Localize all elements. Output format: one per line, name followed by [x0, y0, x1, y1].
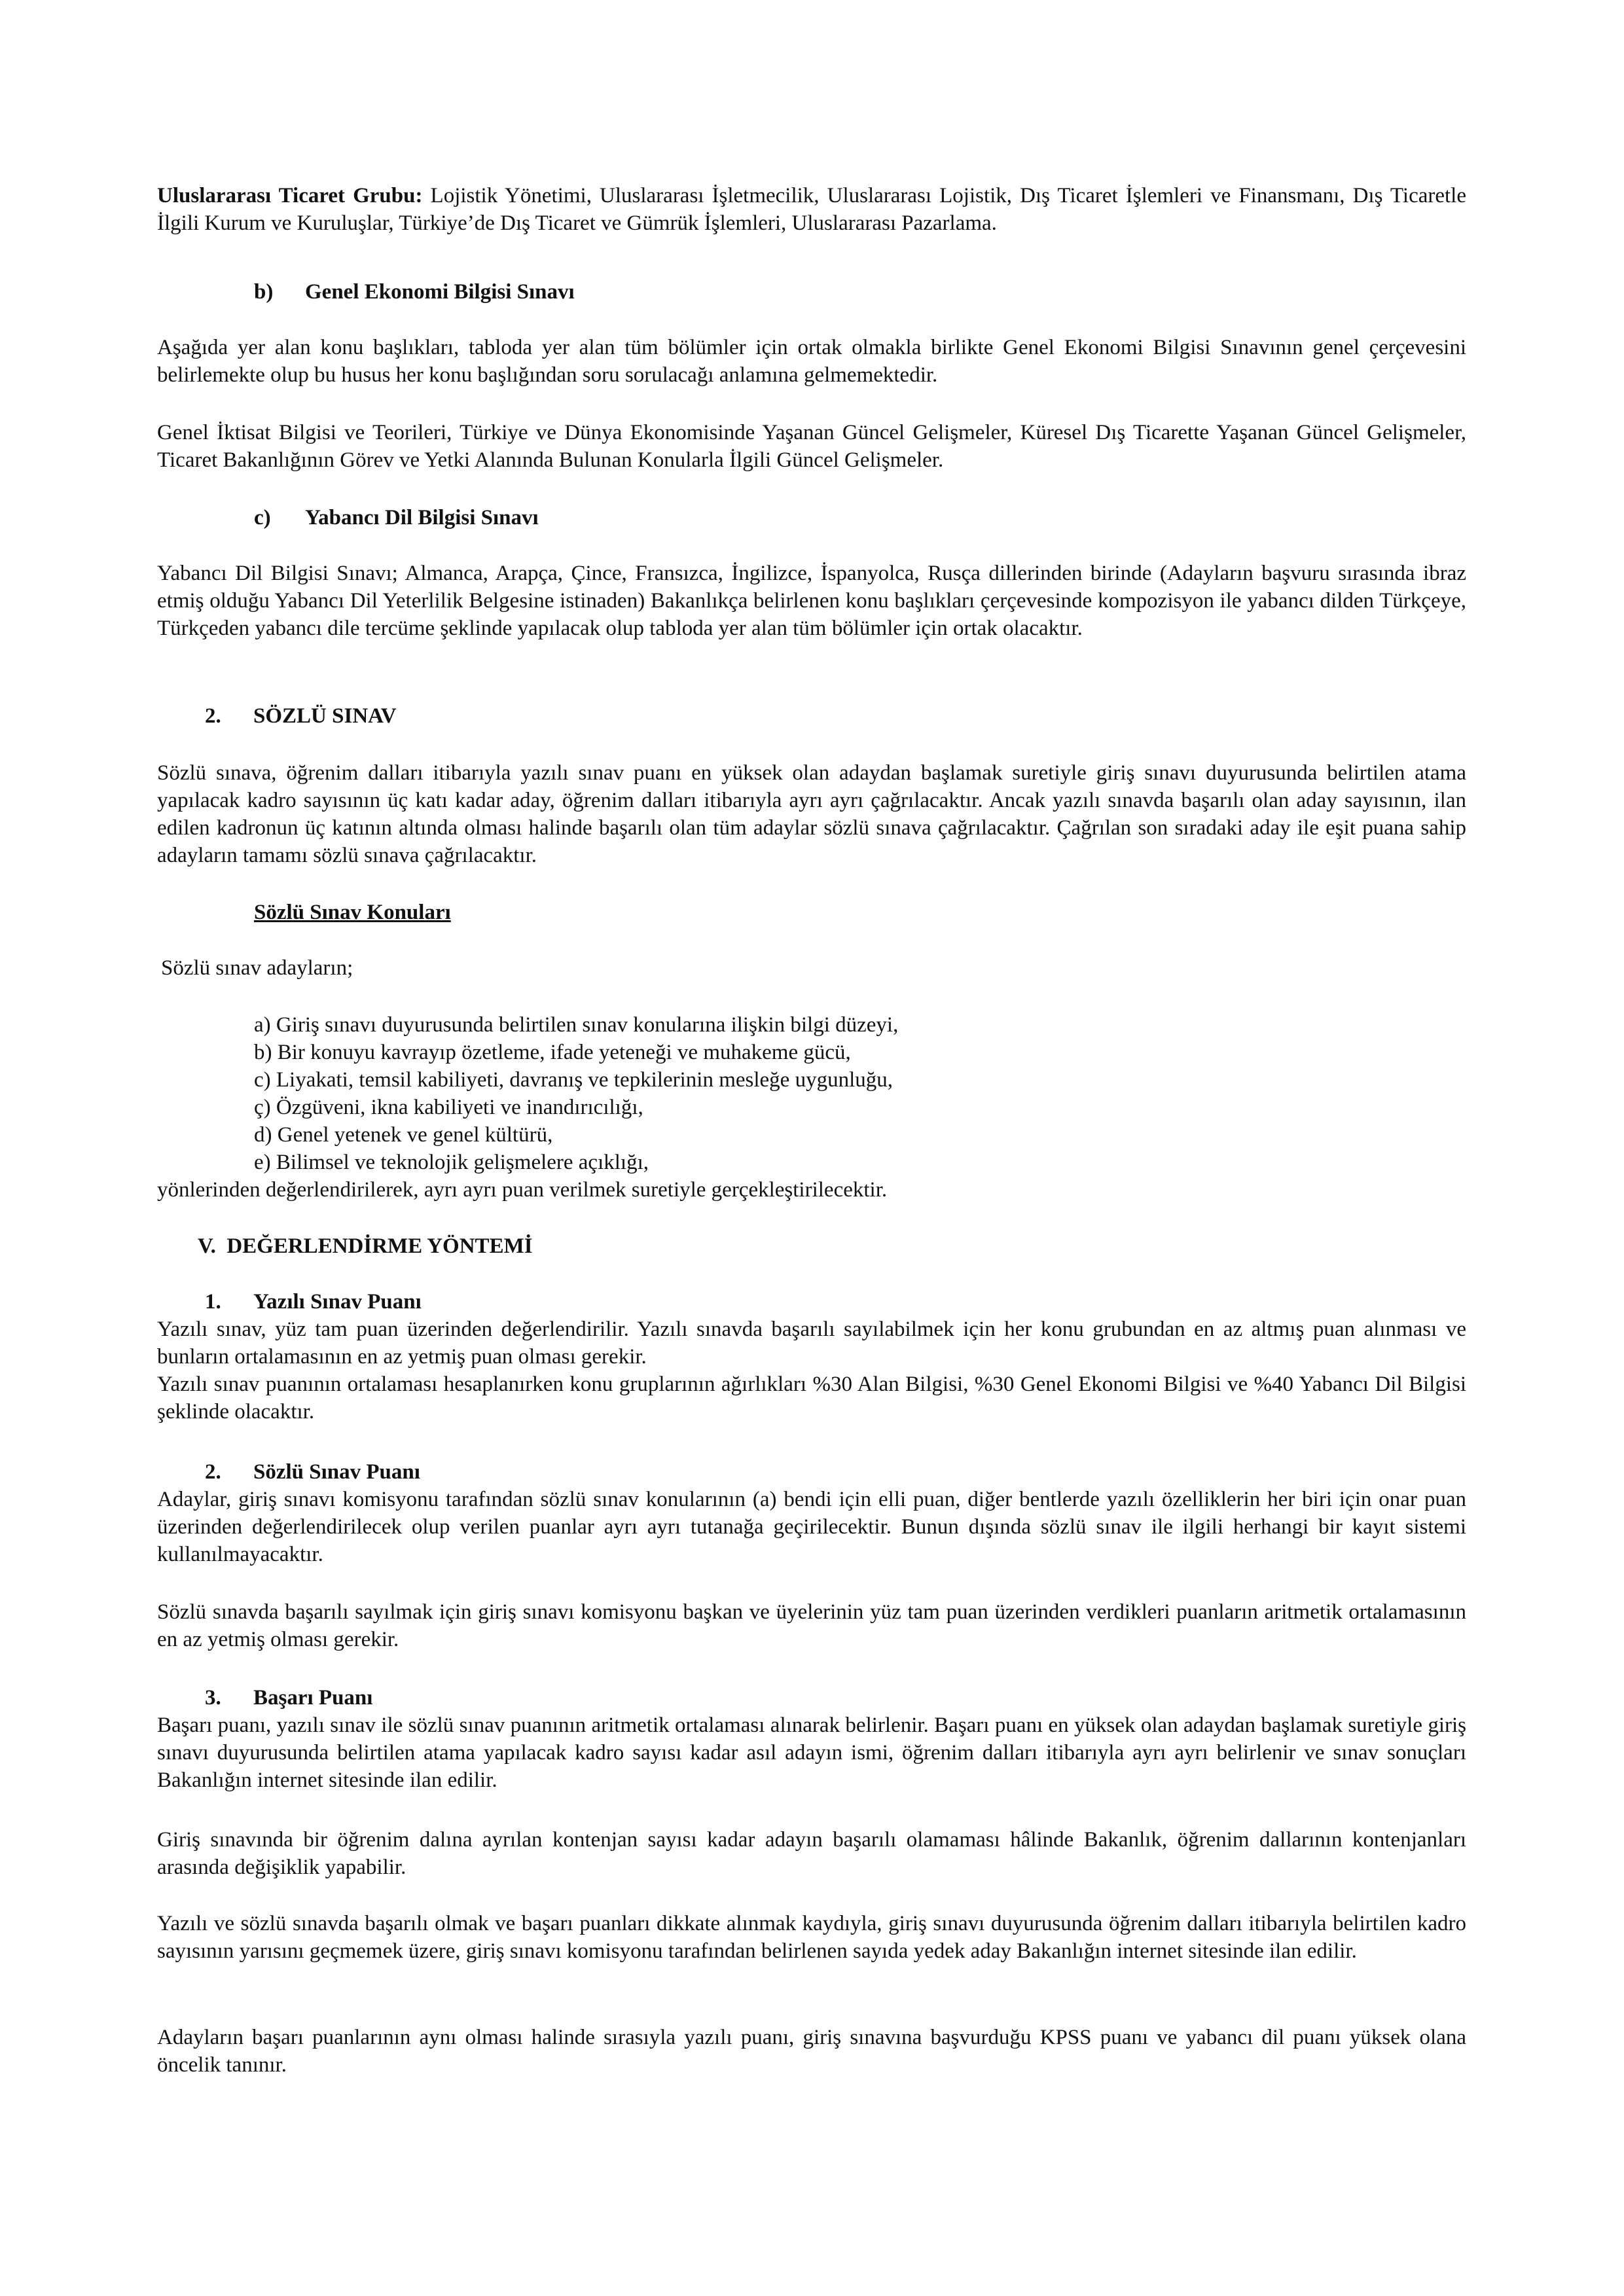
success-score-paragraph-1: Başarı puanı, yazılı sınav ile sözlü sınav puanının aritmetik ortalaması alınarak belirlenir. Başarı puanı en yüksek olan adaydan başlamak suretiyle giriş sınavı duyurusunda belirtilen atama yapılacak kadro sayısı kadar asıl adayın ismi, öğrenim dalları itibarıyla ayrı ayrı belirlenir ve sınav sonuçları Bakanlığın internet sitesinde ilan edilir. [157, 1713, 1466, 1792]
section-c-heading [254, 504, 1432, 531]
list-item: d) Genel yetenek ve genel kültürü, [254, 1123, 553, 1147]
oral-topics-intro: Sözlü sınav adayların; [161, 956, 353, 980]
oral-score-heading [205, 1458, 1383, 1486]
intl-trade-text: Lojistik Yönetimi, Uluslararası İşletmecilik, Uluslararası Lojistik, Dış Ticaret İşlemleri ve Finansmanı, Dış Ticaretle İlgili Kurum ve Kuruluşlar, Türkiye’de Dış Ticaret ve Gümrük İşlemleri, Uluslararası Pazarlama. [157, 184, 1466, 235]
oral-topics-subheading [254, 899, 1432, 926]
oral-score-title: Sözlü Sınav Puanı [253, 1460, 420, 1484]
section-c-title: Yabancı Dil Bilgisi Sınavı [305, 506, 539, 529]
intl-trade-paragraph [157, 182, 1466, 237]
oral-topics-list [254, 1011, 1432, 1176]
oral-score-number: 2. [205, 1460, 221, 1484]
success-score-paragraph-2: Giriş sınavında bir öğrenim dalına ayrılan kontenjan sayısı kadar adayın başarılı olamaması hâlinde Bakanlık, öğrenim dallarının kontenjanları arasında değişiklik yapabilir. [157, 1828, 1466, 1879]
written-score-paragraph-2: Yazılı sınav puanının ortalaması hesaplanırken konu gruplarının ağırlıkları %30 Alan Bilgisi, %30 Genel Ekonomi Bilgisi ve %40 Yabancı Dil Bilgisi şeklinde olacaktır. [157, 1372, 1466, 1424]
section-2-heading [205, 702, 1383, 730]
section-c-paragraph-1: Yabancı Dil Bilgisi Sınavı; Almanca, Arapça, Çince, Fransızca, İngilizce, İspanyolca, Rusça dillerinden birinde (Adayların başvuru sırasında ibraz etmiş olduğu Yabancı Dil Yeterlilik Belgesine istinaden) Bakanlıkça belirlenen konu başlıkları çerçevesinde kompozisyon ile yabancı dilden Türkçeye, Türkçeden yabancı dile tercüme şeklinde yapılacak olup tabloda yer alan tüm bölümler için ortak olacaktır. [157, 562, 1466, 640]
list-item: ç) Özgüveni, ikna kabiliyeti ve inandırıcılığı, [254, 1096, 643, 1119]
oral-score-paragraph-1: Adaylar, giriş sınavı komisyonu tarafından sözlü sınav konularının (a) bendi için elli puan, diğer bentlerde yazılı özelliklerin her biri için onar puan üzerinden değerlendirilecek olup verilen puanlar ayrı ayrı tutanağa geçirilecektir. Bunun dışında sözlü sınav ile ilgili herhangi bir kayıt sistemi kullanılmayacaktır. [157, 1488, 1466, 1566]
oral-topics-title: Sözlü Sınav Konuları [254, 901, 451, 924]
section-2-title: SÖZLÜ SINAV [253, 704, 397, 728]
section-v-heading [198, 1232, 1376, 1260]
success-score-paragraph-4: Adayların başarı puanlarının aynı olması halinde sırasıyla yazılı puanı, giriş sınavına başvurduğu KPSS puanı ve yabancı dil puanı yüksek olana öncelik tanınır. [157, 2026, 1466, 2077]
section-b-number: b) [254, 280, 274, 304]
section-b-heading [254, 278, 1432, 306]
section-2-number: 2. [205, 704, 221, 728]
intl-trade-label: Uluslararası Ticaret Grubu: [157, 184, 423, 207]
section-b-paragraph-2: Genel İktisat Bilgisi ve Teorileri, Türkiye ve Dünya Ekonomisinde Yaşanan Güncel Gelişmeler, Küresel Dış Ticarette Yaşanan Güncel Gelişmeler, Ticaret Bakanlığının Görev ve Yetki Alanında Bulunan Konularla İlgili Güncel Gelişmeler. [157, 421, 1466, 472]
written-score-number: 1. [205, 1290, 221, 1314]
section-v-number: V. [198, 1234, 216, 1258]
section-b-paragraph-1: Aşağıda yer alan konu başlıkları, tabloda yer alan tüm bölümler için ortak olmakla birlikte Genel Ekonomi Bilgisi Sınavının genel çerçevesini belirlemekte olup bu husus her konu başlığından soru sorulacağı anlamına gelmemektedir. [157, 336, 1466, 387]
list-item: b) Bir konuyu kavrayıp özetleme, ifade yeteneği ve muhakeme gücü, [254, 1041, 851, 1064]
section-c-number: c) [254, 506, 271, 529]
oral-score-paragraph-2: Sözlü sınavda başarılı sayılmak için giriş sınavı komisyonu başkan ve üyelerinin yüz tam puan üzerinden verdikleri puanların aritmetik ortalamasının en az yetmiş olması gerekir. [157, 1600, 1466, 1651]
success-score-title: Başarı Puanı [253, 1686, 373, 1710]
section-v-title: DEĞERLENDİRME YÖNTEMİ [226, 1234, 533, 1258]
written-score-paragraph-1: Yazılı sınav, yüz tam puan üzerinden değerlendirilir. Yazılı sınavda başarılı sayılabilmek için her konu grubundan en az altmış puan alınması ve bunların ortalamasının en az yetmiş puan olması gerekir. [157, 1318, 1466, 1369]
section-b-title: Genel Ekonomi Bilgisi Sınavı [305, 280, 575, 304]
success-score-heading [205, 1684, 1383, 1712]
oral-topics-outro: yönlerinden değerlendirilerek, ayrı ayrı puan verilmek suretiyle gerçekleştirilecektir. [157, 1178, 888, 1202]
section-2-paragraph-1: Sözlü sınava, öğrenim dalları itibarıyla yazılı sınav puanı en yüksek olan adaydan başlamak suretiyle giriş sınavı duyurusunda belirtilen atama yapılacak kadro sayısının üç katı kadar aday, öğrenim dalları itibarıyla ayrı ayrı çağrılacaktır. Ancak yazılı sınavda başarılı olan aday sayısının, ilan edilen kadronun üç katının altında olması halinde başarılı olan tüm adaylar sözlü sınava çağrılacaktır. Çağrılan son sıradaki aday ile eşit puana sahip adayların tamamı sözlü sınava çağrılacaktır. [157, 761, 1466, 867]
list-item: c) Liyakati, temsil kabiliyeti, davranış ve tepkilerinin mesleğe uygunluğu, [254, 1068, 893, 1092]
list-item: a) Giriş sınavı duyurusunda belirtilen sınav konularına ilişkin bilgi düzeyi, [254, 1013, 899, 1037]
success-score-paragraph-3: Yazılı ve sözlü sınavda başarılı olmak ve başarı puanları dikkate alınmak kaydıyla, giriş sınavı duyurusunda öğrenim dalları itibarıyla belirtilen kadro sayısının yarısını geçmemek üzere, giriş sınavı komisyonu tarafından belirlenen sayıda yedek aday Bakanlığın internet sitesinde ilan edilir. [157, 1912, 1466, 1963]
list-item: e) Bilimsel ve teknolojik gelişmelere açıklığı, [254, 1151, 649, 1174]
written-score-title: Yazılı Sınav Puanı [253, 1290, 422, 1314]
written-score-heading [205, 1288, 1383, 1316]
success-score-number: 3. [205, 1686, 221, 1710]
